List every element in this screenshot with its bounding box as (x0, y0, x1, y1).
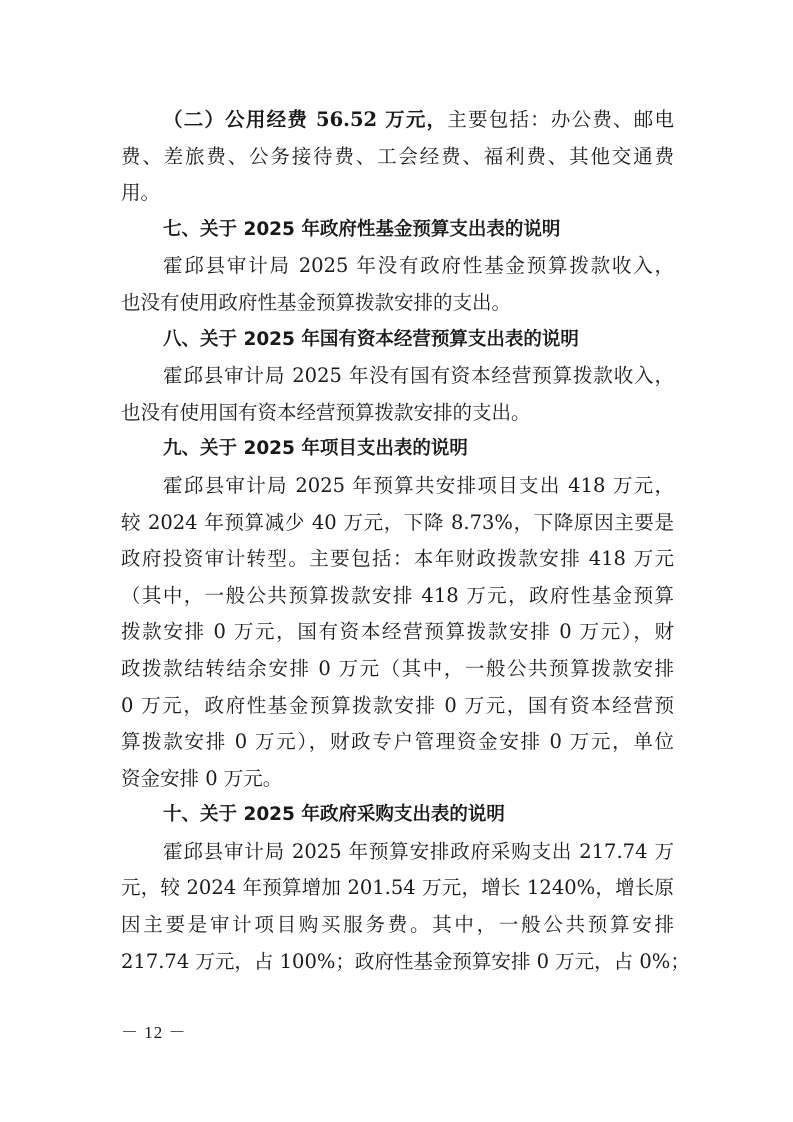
section-eight-heading: 八、关于 2025 年国有资本经营预算支出表的说明 (163, 328, 579, 350)
section-ten-line-2: 元，较 2024 年预算增加 201.54 万元，增长 1240%，增长原 (121, 876, 674, 900)
section-nine-line-8: 算拨款安排 0 万元），财政专户管理资金安排 0 万元，单位 (121, 730, 674, 754)
public-funds-paragraph-line-3: 用。 (121, 181, 161, 205)
section-seven-heading: 七、关于 2025 年政府性基金预算支出表的说明 (163, 218, 561, 240)
section-nine-heading: 九、关于 2025 年项目支出表的说明 (163, 438, 468, 460)
public-funds-paragraph-line-2: 费、差旅费、公务接待费、工会经费、福利费、其他交通费 (121, 144, 674, 168)
section-seven-line-1: 霍邱县审计局 2025 年没有政府性基金预算拨款收入， (163, 254, 674, 278)
section-eight-line-2: 也没有使用国有资本经营预算拨款安排的支出。 (121, 400, 531, 424)
section-eight-line-1: 霍邱县审计局 2025 年没有国有资本经营预算拨款收入， (163, 364, 674, 388)
section-nine-line-1: 霍邱县审计局 2025 年预算共安排项目支出 418 万元， (163, 473, 674, 497)
section-nine-line-4: （其中，一般公共预算拨款安排 418 万元，政府性基金预算 (121, 583, 674, 607)
public-funds-paragraph-line-1 (121, 102, 674, 139)
section-nine-line-2: 较 2024 年预算减少 40 万元，下降 8.73%，下降原因主要是 (121, 510, 674, 534)
public-funds-line1-rest: 主要包括：办公费、邮电 (447, 108, 674, 131)
page-number: － 12 － (121, 1023, 187, 1042)
section-ten-line-4: 217.74 万元，占 100%；政府性基金预算安排 0 万元，占 0%； (121, 949, 690, 973)
section-nine-line-9: 资金安排 0 万元。 (121, 766, 283, 790)
section-nine-line-5: 拨款安排 0 万元，国有资本经营预算拨款安排 0 万元），财 (121, 620, 674, 644)
section-nine-line-6: 政拨款结转结余安排 0 万元（其中，一般公共预算拨款安排 (121, 656, 674, 680)
section-nine-line-7: 0 万元，政府性基金预算拨款安排 0 万元，国有资本经营预 (121, 693, 674, 717)
section-seven-line-2: 也没有使用政府性基金预算拨款安排的支出。 (121, 290, 512, 314)
section-ten-line-1: 霍邱县审计局 2025 年预算安排政府采购支出 217.74 万 (163, 839, 674, 863)
public-funds-lead: （二）公用经费 56.52 万元， (163, 108, 448, 131)
section-nine-line-3: 政府投资审计转型。主要包括：本年财政拨款安排 418 万元 (121, 547, 674, 571)
section-ten-heading: 十、关于 2025 年政府采购支出表的说明 (163, 804, 505, 826)
document-page (121, 102, 690, 980)
section-ten-line-3: 因主要是审计项目购买服务费。其中，一般公共预算安排 (121, 913, 674, 937)
